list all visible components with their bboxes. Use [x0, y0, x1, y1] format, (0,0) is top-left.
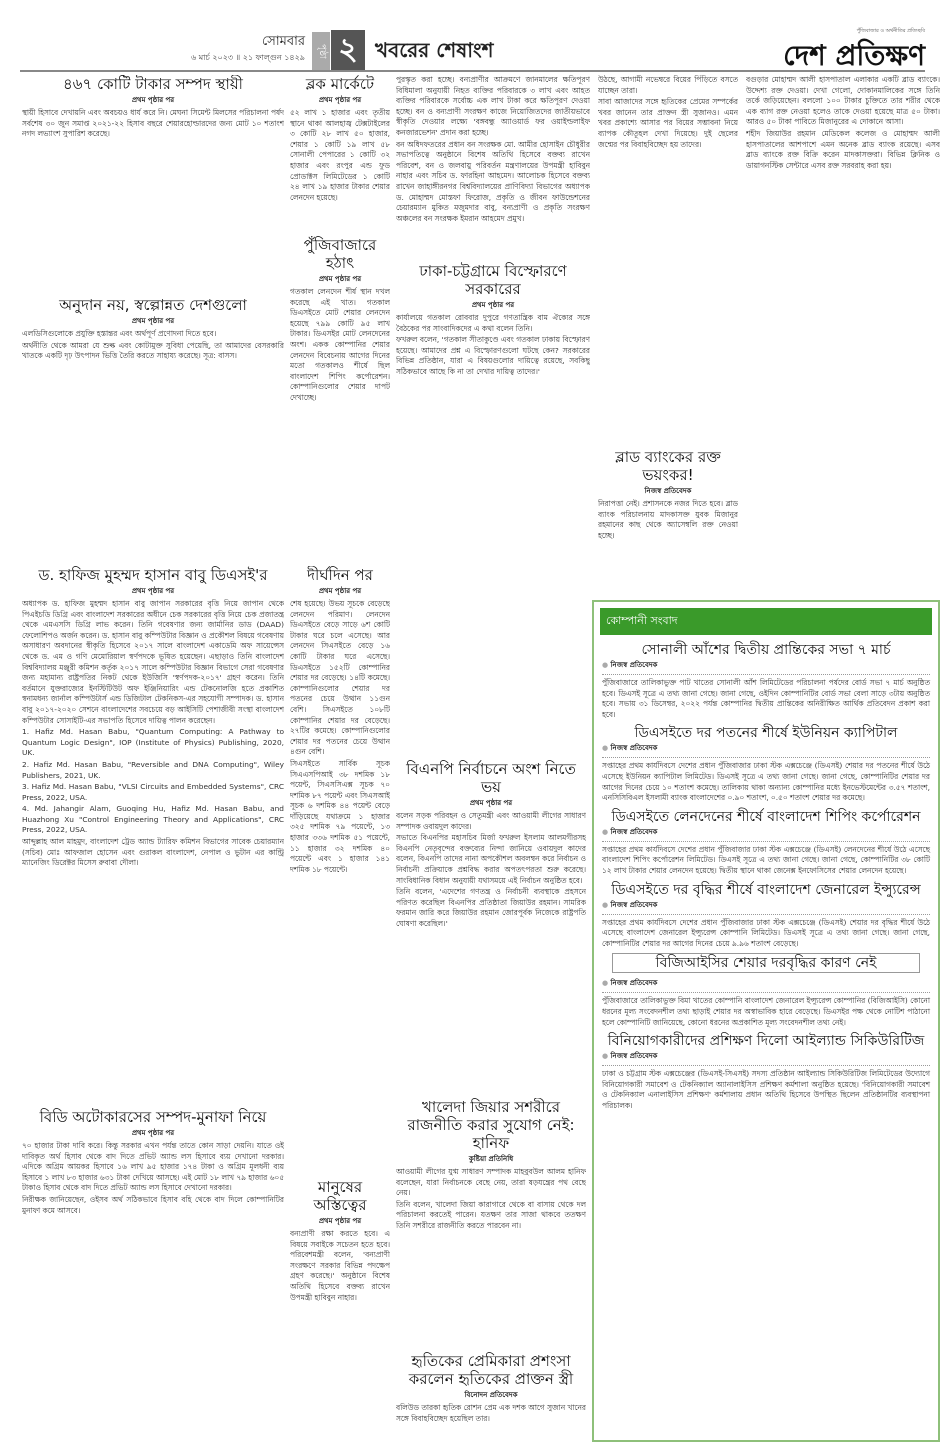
- article-paragraph: ৭০ হাজার টাকা দাবি করে। কিন্তু সরকার এখন পর্যন্ত তাতে কোন সাড়া দেয়নি। যাতে ওই দাবিকৃত অর্থ হিসাব থেকে বাদ দিতে প্রভিট অ্যান্ড লস হিসাবে ব্যয় দেখানো দরকার। এদিকে অগ্রিম আয়কর হিসাবে ১৬ লাখ ৯৫ হাজার ১৭৪ টাকা ও অগ্রিম মূলধনী ব্যয় হিসাবে ১ লাখ ৮৩ হাজার ৬৩১ টাকা দেখিয়ে আসছে। এই মোট ১৮ লাখ ৭৯ হাজার ৬০৫ টাকাও হিসাব থেকে বাদ দিতে প্রভিট অ্যান্ড লস হিসাবে দেখানো দরকার।: [22, 1141, 284, 1193]
- article-headline: মানুষের অস্তিত্বের: [313, 1178, 367, 1214]
- article-byline: প্রথম পৃষ্ঠার পর: [131, 96, 175, 104]
- article-e1: [746, 75, 940, 595]
- masthead: [20, 28, 925, 72]
- article-headline: ব্লক মার্কেটে: [305, 75, 375, 93]
- article-headline: ৪৬৭ কোটি টাকার সম্পদ স্থায়ী: [63, 75, 243, 93]
- article-paragraph: 2. Hafiz Md. Hasan Babu, "Reversible and DNA Computing", Wiley Publishers, 2021, UK.: [22, 759, 284, 780]
- company-news-item: [594, 953, 938, 1028]
- article-c0: [396, 75, 590, 261]
- company-news-box: [592, 600, 940, 1442]
- article-b2: [290, 236, 390, 566]
- news-headline: ডিএসইতে দর বৃদ্ধির শীর্ষে বাংলাদেশ জেনারেল ইন্স্যুরেন্স: [611, 881, 921, 898]
- article-paragraph: বগুড়ার মোহাম্মদ আলী হাসপাতাল এলাকার একটি ব্লাড ব্যাংকে। উদ্দেশ্য রক্ত দেওয়া। দেখা গেলো, দোকানমালিকের সঙ্গে তিনি তর্কে জড়িয়েছেন। বললো ১০০ টাকার চুক্তিতে তার শরীর থেকে এক ব্যাগ রক্ত নেওয়া হলেও তাকে দেওয়া হয়েছে মাত্র ৫০ টাকা। আরও ৫০ টাকা পাবিতে মিজানুরের এ দোকানে আসা।: [746, 75, 940, 127]
- page-label: পৃষ্ঠা: [312, 32, 330, 70]
- company-news-item: [594, 641, 938, 720]
- article-d2: [598, 448, 738, 596]
- article-paragraph: বলিউড তারকা হৃতিক রোশন প্রেম এক দশক আগে সুজান খানের সঙ্গে বিবাহবিচ্ছেদ হয়েছিল তার।: [396, 1403, 586, 1423]
- news-reporter: ● নিজস্ব প্রতিবেদক: [602, 826, 930, 842]
- article-byline: প্রথম পৃষ্ঠার পর: [318, 96, 362, 104]
- article-byline: প্রথম পৃষ্ঠার পর: [131, 587, 175, 595]
- news-body: সপ্তাহের প্রথম কার্যদিবসে দেশের প্রধান পুঁজিবাজার ঢাকা স্টক এক্সচেঞ্জে (ডিএসই) লেনদেনের শীর্ষে উঠে এসেছে বাংলাদেশ শিপিং কর্পোরেশন লিমিটেড। ডিএসই সূত্রে এ তথ্য জানা গেছে। জানা গেছে, কোম্পানিটির ৩৮ কোটি ১২ লাখ টাকার শেয়ার লেনদেন হয়েছে। দ্বিতীয় স্থানে থাকা জেনেক্স ইনফোসিসের শেয়ার লেনদেন হয়েছে।: [602, 844, 930, 875]
- article-paragraph: তিনি বলেন, 'এদেশের গণতন্ত্র ও নির্বাচনী ব্যবস্থাকে প্রহসনে পরিণত করেছিল বিএনপির প্রতিষ্ঠাতা জিয়াউর রহমান। সামরিক ফরমান জারি করে জিয়াউর রহমান জোরপূর্বক নিজেকে রাষ্ট্রপতি ঘোষণা করেছিল।': [396, 887, 586, 928]
- article-headline: ড. হাফিজ মুহম্মদ হাসান বাবু ডিএসই'র: [38, 566, 268, 584]
- article-paragraph: আওয়ামী লীগের যুগ্ম সাধারণ সম্পাদক মাহবুবউল আলম হানিফ বলেছেন, যারা নির্বাচনকে বেছে নেয়, তারা ষড়যন্ত্রের পথ বেছে নেয়।: [396, 1167, 586, 1198]
- article-headline: বিএনপি নির্বাচনে অংশ নিতে ভয়: [406, 760, 576, 796]
- news-reporter: ● নিজস্ব প্রতিবেদক: [602, 742, 930, 758]
- article-paragraph: আব্দুল্লাহ আল মাহমুদ, বাংলাদেশ ট্রেড অ্যান্ড ট্যারিফ কমিশন বিভাগের সাবেক চেয়ারম্যান (সচিব) মোঃ আফজাল হোসেন এবং গুরাকল বাংলাদেশ, নেপাল ও ভুটান এর কান্ট্রি ম্যানেজিং ডিরেক্টর মিসেস রুবাবা দৌলা।: [22, 837, 284, 868]
- article-c3: [396, 1098, 586, 1350]
- news-reporter: ● নিজস্ব প্রতিবেদক: [602, 1050, 930, 1066]
- article-paragraph: গতকাল লেনদেন শীর্ষ স্থান দখল করেছে এই খাত। গতকাল ডিএসইতে মোট শেয়ার লেনদেন হয়েছে ৭৯৯ কোটি ৯৫ লাখ টাকার। ডিএসইর মোট লেনদেনের অংশ। একক কোম্পানির শেয়ার লেনদেন বিবেচনায় আগের দিনের মতো গতকালও শীর্ষে ছিল বাংলাদেশ শিপিং কর্পোরেশন। কোম্পানিগুলোর শেয়ার দাপট দেখাচ্ছে।: [290, 287, 390, 402]
- article-paragraph: শেষ হয়েছে। উভয় সূচকে বেড়েছে লেনদেন পরিমাণ। লেনদেন ডিএসইতে বেড়ে সাড়ে ৬শ কোটি টাকার ঘরে চলে এসেছে। আর লেনদেন সিএসইতে বেড়ে ১৬ কোটি টাকার ঘরে এসেছে। ডিএসইতে ১৫২টি কোম্পানির শেয়ার দর বেড়েছে। ১৪টি কমেছে। কোম্পানিগুলোর শেয়ার দর পতনের চেয়ে উত্থান ১১গুন বেশি। সিএসইতে ১০৮টি কোম্পানির শেয়ার দর বেড়েছে। ২৭টির কমেছে। কোম্পানিগুলোর শেয়ার দর পতনের চেয়ে উত্থান ৪গুন বেশি।: [290, 599, 390, 757]
- article-byline: প্রথম পৃষ্ঠার পর: [318, 1217, 362, 1225]
- news-body: পুঁজিবাজারে তালিকাভুক্ত বিমা খাতের কোম্পানি বাংলাদেশ জেনারেল ইন্স্যুরেন্স কোম্পানির (বিজিআইসি) কোনো ধরনের মূল্য সংবেদনশীল তথ্য ছাড়াই শেয়ার দর অস্বাভাবিক হারে বেড়েছে। ডিএসইর পক্ষ থেকে নোটিশ পাঠানো হলে কোম্পানিটি জানিয়েছে, কোনো ধরনের অপ্রকাশিত মূল্য সংবেদনশীল তথ্য নেই।: [602, 996, 930, 1027]
- issue-date: ৬ মার্চ ২০২৩ ॥ ২১ ফাল্গুন ১৪২৯: [190, 53, 305, 62]
- article-a2: [22, 296, 284, 564]
- article-paragraph: তিনি বলেন, খালেদা জিয়া কারাগারে থেকে বা বাসায় থেকে দল পরিচালনা করতেই পারেন। যতক্ষণ তার সাজা থাকবে ততক্ষণ তিনি সশরীরে রাজনীতি করতে পারবেন না।: [396, 1199, 586, 1230]
- article-paragraph: কার্যালয়ে গতকাল রোববার দুপুরে গণতান্ত্রিক বাম ঐক্যের সঙ্গে বৈঠকের পর সাংবাদিকদের এ কথা বলেন তিনি।: [396, 313, 590, 333]
- article-headline: অনুদান নয়, স্বল্পোন্নত দেশগুলো: [59, 296, 247, 314]
- news-reporter: ● নিজস্ব প্রতিবেদক: [602, 659, 930, 675]
- company-news-item: [594, 881, 938, 950]
- section-title: খবরের শেষাংশ: [375, 38, 494, 62]
- news-headline: বিনিয়োগকারীদের প্রশিক্ষণ দিলো আইল্যান্ড সিকিউরিটিজ: [607, 1033, 925, 1050]
- news-body: ঢাকা ও চট্টগ্রাম স্টক এক্সচেঞ্জের (ডিএসই-সিএসই) সদস্য প্রতিষ্ঠান আইল্যান্ড সিকিউরিটিজ লিমিটেডের উদ্যোগে বিনিয়োগকারী সমাবেশ ও টেকনিক্যাল অ্যানালাইসিস প্রশিক্ষণ কর্মশালা অনুষ্ঠিত হয়েছে। 'বিনিয়োগকারী সমাবেশ ও টেকনিক্যাল এনালাইসিস প্রশিক্ষণ' কর্মশালায় প্রধান অতিথি হিসেবে উপস্থিত ছিলেন প্রতিষ্ঠানটির ব্যবস্থাপনা পরিচালক।: [602, 1069, 930, 1110]
- article-headline: ব্লাড ব্যাংকের রক্ত ভয়ংকর!: [615, 448, 721, 484]
- article-headline: দীর্ঘদিন পর: [307, 566, 373, 584]
- article-paragraph: অর্থনীতি থেকে আমরা যে শুল্ক এবং কোটামুক্ত সুবিধা পেয়েছি, তা আমাদের বেসরকারি খাতকে একটি দৃঢ় উৎপাদন ভিত্তি তৈরি করতে সাহায্য করেছে। সূত্র: বাসস।: [22, 340, 284, 361]
- article-a1: [22, 75, 284, 295]
- article-headline: পুঁজিবাজারে হঠাৎ: [303, 236, 377, 272]
- article-byline: প্রথম পৃষ্ঠার পর: [318, 275, 362, 283]
- article-byline: প্রথম পৃষ্ঠার পর: [471, 301, 515, 309]
- article-headline: বিডি অটোকারসের সম্পদ-মুনাফা নিয়ে: [39, 1108, 267, 1126]
- article-byline: প্রথম পৃষ্ঠার পর: [131, 317, 175, 325]
- article-paragraph: ফখরুল বলেন, 'গতকাল সীতাকুণ্ডে এবং গতকাল ঢাকায় বিস্ফোরণ হয়েছে। আমাদের প্রশ্ন এ বিস্ফোরণগুলো ঘটছে কেন? সরকারের বিভিন্ন প্রতিষ্ঠান, যারা এ বিষয়গুলোর দায়িত্বে রয়েছে, সবকিছু সঠিকভাবে আছে কি না তা দেখার দায়িত্ব তাদের।': [396, 335, 590, 376]
- article-headline: হৃতিকের প্রেমিকারা প্রশংসা করলেন হৃতিকের প্রাক্তন স্ত্রী: [408, 1352, 574, 1388]
- article-paragraph: সভাতে বিএনপির মহাসচিব মির্জা ফখরুল ইসলাম আলমগীরসহ বিএনপি নেতৃবৃন্দের বক্তব্যের নিন্দা জানিয়ে ওবায়দুল কাদের বলেন, বিএনপি তাদের নানা অপকৌশল অবলম্বন করে নির্বাচন ও নির্বাচনী প্রক্রিয়াকে প্রশ্নবিদ্ধ করার অপতৎপরতা শুরু করেছে। সাংবিধানিক বিধান অনুযায়ী যথাসময়ে এই নির্বাচন অনুষ্ঠিত হবে।: [396, 833, 586, 885]
- news-body: সপ্তাহের প্রথম কার্যদিবসে দেশের প্রধান পুঁজিবাজার ঢাকা স্টক এক্সচেঞ্জে (ডিএসই) শেয়ার দর পতনের শীর্ষে উঠে এসেছে ইউনিয়ন ক্যাপিটাল লিমিটেড। ডিএসই সূত্রে এ তথ্য জানা গেছে। জানা গেছে, কোম্পানিটির শেয়ার দর আগের দিনের চেয়ে ১০ শতাংশ কমেছে। তালিকায় থাকা অন্যান্য কোম্পানির মধ্যে ইনভেস্টমেন্টের ৩.৫৭ শতাংশ, এনসিসিবিএল ইসলামী ব্যাংক বাংলাদেশের ০.৯০ শতাংশ, ০.৫০ শতাংশ শেয়ার দর কমেছে।: [602, 761, 930, 803]
- article-paragraph: পুরস্কৃত করা হচ্ছে। বন্যপ্রাণীর আক্রমণে জানমালের ক্ষতিপূরণ বিধিমালা অনুযায়ী নিহত ব্যক্তির পরিবারকে ৩ লাখ এবং আহত ব্যক্তির পরিবারকে সর্বোচ্চ এক লাখ টাকা করে ক্ষতিপূরণ দেওয়া হচ্ছে। বন ও বন্যপ্রাণী সংরক্ষণ কাজে নিয়োজিতদের জাতীয়ভাবে স্বীকৃতি দেওয়ার লক্ষ্যে 'বঙ্গবন্ধু অ্যাওয়ার্ড ফর ওয়াইল্ডলাইফ কনজারভেশন' প্রদান করা হচ্ছে।: [396, 75, 590, 137]
- article-paragraph: 1. Hafiz Md. Hasan Babu, "Quantum Computing: A Pathway to Quantum Logic Design", IOP (Institute of Physics) Publishing, 2020, UK.: [22, 727, 284, 758]
- article-byline: বিনোদন প্রতিবেদক: [464, 1391, 518, 1399]
- article-paragraph: বন্যপ্রাণী রক্ষা করতে হবে। এ বিষয়ে সবাইকে সচেতন হতে হবে। পরিবেশমন্ত্রী বলেন, 'বন্যপ্রাণী সংরক্ষণে সরকার বিভিন্ন পদক্ষেপ গ্রহণ করেছে।' অনুষ্ঠানে বিশেষ অতিথি হিসেবে বক্তব্য রাখেন উপমন্ত্রী হাবিবুন নাহার।: [290, 1229, 390, 1302]
- article-a4: [22, 1108, 284, 1448]
- article-c2: [396, 760, 586, 1095]
- news-headline: বিজিআইসির শেয়ার দরবৃদ্ধির কারণ নেই: [612, 953, 920, 973]
- article-paragraph: বলেন সড়ক পরিবহন ও সেতুমন্ত্রী এবং আওয়ামী লীগের সাধারণ সম্পাদক ওবায়দুল কাদের।: [396, 811, 586, 831]
- article-d1: [598, 75, 738, 445]
- company-news-title: কোম্পানী সংবাদ: [600, 608, 932, 635]
- article-headline: ঢাকা-চট্টগ্রামে বিস্ফোরণে সরকারের: [419, 262, 567, 298]
- article-paragraph: স্থায়ী হিসাবে দেখায়নি এবং অবচয়ও ধার্য করে নি। মেঘনা সিমেন্ট মিলসের পরিচালনা পর্ষদ সর্বশেষ ৩০ জুন সমাপ্ত ২০২১-২২ হিসাব বছরে শেয়ারহোল্ডারদের জন্য মোট ১০ শতাংশ নগদ লভ্যাংশ সুপারিশ করেছে।: [22, 108, 284, 139]
- article-paragraph: নিরাপত্তা নেই। প্রশাসনকে নজর দিতে হবে। ব্লাড ব্যাংক পরিচালনায় মাদকাসক্ত যুবক মিজানুর রহমানের কাছ থেকে অ্যাসেম্বলি রক্ত নেওয়া হচ্ছে।: [598, 499, 738, 540]
- newspaper-logo: দেশ প্রতিক্ষণ: [783, 39, 925, 72]
- company-news-item: [594, 808, 938, 877]
- company-news-item: [594, 724, 938, 803]
- article-paragraph: সাবা আজাদের সঙ্গে হৃতিকের প্রেমের সম্পর্কের খবর জানেন তার প্রাক্তন স্ত্রী সুজানও। এমন খবর প্রকাশ্যে আসার পর বিয়ের সম্ভাবনা নিয়ে ব্যাপক কৌতূহল দেখা দিয়েছে। দুই ছেলের জন্মের পর বিবাহবিচ্ছেদ হয় তাদের।: [598, 97, 738, 149]
- article-byline: প্রথম পৃষ্ঠার পর: [131, 1129, 175, 1137]
- article-paragraph: 4. Md. Jahangir Alam, Guoqing Hu, Hafiz Md. Hasan Babu, and Huazhong Xu "Control Engineering Theory and Applications", CRC Press, 2022, USA.: [22, 804, 284, 835]
- article-paragraph: নিরীক্ষক জানিয়েছেন, ওইসব অর্থ সঠিকভাবে হিসাব বহি থেকে বাদ দিলে কোম্পানিটির মুনাফা কমে আসবে।: [22, 1194, 284, 1215]
- news-body: পুঁজিবাজারে তালিকাভুক্ত পাট খাতের সোনালী আঁশ লিমিটেডের পরিচালনা পর্ষদের বোর্ড সভা ৭ মার্চ অনুষ্ঠিত হবে। ডিএসই সূত্রে এ তথ্য জানা গেছে। জানা গেছে, ওইদিন কোম্পানিটির বোর্ড সভা বেলা সাড়ে ৩টায় অনুষ্ঠিত হবে। সভায় ৩১ ডিসেম্বর, ২০২২ পর্যন্ত কোম্পানির দ্বিতীয় প্রান্তিকের অনিরীক্ষিত আর্থিক প্রতিবেদন প্রকাশ করা হবে।: [602, 678, 930, 719]
- article-byline: কুষ্টিয়া প্রতিনিধি: [468, 1155, 514, 1163]
- article-paragraph: 3. Hafiz Md. Hasan Babu, "VLSI Circuits and Embedded Systems", CRC Press, 2022, USA.: [22, 782, 284, 802]
- article-b4: [290, 1178, 390, 1446]
- article-paragraph: এলডিসিগুলোকে প্রযুক্তি হস্তান্তর এবং অর্থপূর্ণ প্রণোদনা দিতে হবে।: [22, 329, 217, 338]
- article-byline: প্রথম পৃষ্ঠার পর: [318, 587, 362, 595]
- article-c1: [396, 262, 590, 757]
- news-reporter: ● নিজস্ব প্রতিবেদক: [602, 977, 930, 993]
- article-b1: [290, 75, 390, 235]
- article-paragraph: উঠছে, আগামী নভেম্বরে বিয়ের পিঁড়িতে বসতে যাচ্ছেন তারা।: [598, 75, 738, 95]
- article-byline: প্রথম পৃষ্ঠার পর: [469, 799, 513, 807]
- weekday: সোমবার: [261, 34, 305, 49]
- article-paragraph: সিএসইতে সার্বিক সূচক সিএএসপিআই ৩৮ দশমিক ১৮ পয়েন্ট, সিএসসিএক্স সূচক ৭০ দশমিক ৮৭ পয়েন্ট এবং সিএসআই সূচক ৬ দশমিক ৪৪ পয়েন্ট বেড়ে দাঁড়িয়েছে যথাক্রমে ১ হাজার ৩২৫ দশমিক ৭৯ পয়েন্টে, ১৩ হাজার ৩৩৬ দশমিক ৫১ পয়েন্টে, ১১ হাজার ৩২ দশমিক ৪০ পয়েন্টে এবং ১ হাজার ১৪১ দশমিক ১৮ পয়েন্টে।: [290, 758, 390, 874]
- news-headline: সোনালী আঁশের দ্বিতীয় প্রান্তিকের সভা ৭ মার্চ: [641, 642, 891, 658]
- logo-tagline: পুঁজিবাজার ও অর্থনীতির প্রতিচ্ছবি: [856, 28, 925, 34]
- news-headline: ডিএসইতে দর পতনের শীর্ষে ইউনিয়ন ক্যাপিটাল: [634, 725, 898, 742]
- article-paragraph: শহীদ জিয়াউর রহমান মেডিকেল কলেজ ও মোহাম্মদ আলী হাসপাতালের আশপাশে এমন অনেক ব্লাড ব্যাংক রয়েছে। এসব ব্লাড ব্যাংকে রক্ত বিক্রি করেন মাদকাসক্তরা। বিভিন্ন ক্লিনিক ও ডায়াগনস্টিক সেন্টারে এসব রক্ত সরবরাহ করা হয়।: [746, 128, 940, 170]
- page-number: ২: [331, 30, 365, 70]
- news-body: সপ্তাহের প্রথম কার্যদিবসে দেশের প্রধান পুঁজিবাজার ঢাকা স্টক এক্সচেঞ্জে (ডিএসই) শেয়ার দর বৃদ্ধির শীর্ষে উঠে এসেছে বাংলাদেশ জেনারেল ইন্স্যুরেন্স কোম্পানি লিমিটেড। ডিএসই সূত্রে এ তথ্য জানা গেছে। জানা গেছে, কোম্পানিটির শেয়ার দর আগের দিনের চেয়ে ৯.৯৬ শতাংশ বেড়েছে।: [602, 917, 930, 948]
- article-a3: [22, 566, 284, 1106]
- article-paragraph: অধ্যাপক ড. হাফিজ মুহম্মদ হাসান বাবু জাপান সরকারের বৃত্তি নিয়ে জাপান থেকে পিএইচডি ডিগ্রি এবং বাংলাদেশ সরকারের অধীনে চেক সরকারের বৃত্তি নিয়ে চেক প্রজাতন্ত্র থেকে এমএসসি ডিগ্রি লাভ করেন। তিনি গবেষণার জন্য জার্মানির ডাড (DAAD) ফেলোশিপও অর্জন করেন। ড. হাসান বাবু কম্পিউটার বিজ্ঞান ও প্রকৌশল বিষয়ে গবেষণায় অসাধারণ অবদানের স্বীকৃতি হিসেবে ২০১৭ সালে বাংলাদেশ একাডেমি অফ সায়েন্সেস থেকে ড. এম ও গণি মেমোরিয়াল স্বর্ণপদকে ভূষিত হয়েছেন। এছাড়াও তিনি বাংলাদেশ বিশ্ববিদ্যালয় মঞ্জুরী কমিশন কর্তৃক ২০১৭ সালে কম্পিউটার বিজ্ঞান বিভাগে সেরা গবেষণার জন্য মহামান্য রাষ্ট্রপতির নিকট থেকে ইউজিসি 'স্বর্ণপদক-২০১৭' গ্রহণ করেন। তিনি বর্তমানে যুক্তরাজ্যের ইনস্টিটিউট অফ ইঞ্জিনিয়ারিং এন্ড টেকনোলজি হতে প্রকাশিত স্বনামধন্য জার্নাল কম্পিউটার্স এন্ড ডিজিটাল টেকনিকস-এর সহযোগী সম্পাদক। ড. হাসান বাবু ২০১৭-২০২০ সেশনে বাংলাদেশের সবচেয়ে বড় আইসিটি পেশাজীবী সংস্থা বাংলাদেশ কম্পিউটার সোসাইটি-এর সভাপতি হিসেবে দায়িত্ব পালন করেছেন।: [22, 599, 284, 725]
- article-b3: [290, 566, 390, 1176]
- article-paragraph: বন অধিদফতরের প্রধান বন সংরক্ষক মো. আমীর হোসাইন চৌধুরীর সভাপতিত্বে অনুষ্ঠানে বিশেষ অতিথি হিসেবে বক্তব্য রাখেন পরিবেশ, বন ও জলবায়ু পরিবর্তন মন্ত্রণালয়ের উপমন্ত্রী হাবিবুন নাহার এবং সচিব ড. ফারহিনা আহমেদ। আলোচক হিসেবে বক্তব্য রাখেন জাহাঙ্গীরনগর বিশ্ববিদ্যালয়ের প্রাণিবিদ্যা বিভাগের অধ্যাপক ড. মোহাম্মদ মোস্তফা ফিরোজ, প্রকৃতি ও জীবন ফাউন্ডেশনের চেয়ারম্যান মুকিত মজুমদার বাবু, বন্যপ্রাণী ও প্রকৃতি সংরক্ষণ অঞ্চলের বন সংরক্ষক ইমরান আহমেদ প্রমুখ।: [396, 139, 590, 223]
- news-headline: ডিএসইতে লেনদেনের শীর্ষে বাংলাদেশ শিপিং কর্পোরেশন: [611, 808, 921, 825]
- article-headline: খালেদা জিয়ার সশরীরে রাজনীতি করার সুযোগ নেই: হানিফ: [407, 1098, 575, 1152]
- article-paragraph: ৫২ লাখ ১ হাজার এবং তৃতীয় স্থানে থাকা আলহাজ্ব টেক্সটাইলের ৩ কোটি ২৮ লাখ ৫০ হাজার, শেয়ার ১ কোটি ১৯ লাখ ৫৮ সোনালী পেপারের ১ কোটি ৩২ হাজার এবং রংপুর এন্ড ফুড প্রোডাক্টস লিমিটেডের ১ কোটি ২৪ লাখ ১৯ হাজার টাকার শেয়ার লেনদেন হয়েছে।: [290, 108, 390, 202]
- article-c4: [396, 1352, 586, 1446]
- news-reporter: ● নিজস্ব প্রতিবেদক: [602, 899, 930, 915]
- article-byline: নিজস্ব প্রতিবেদক: [644, 487, 692, 495]
- company-news-item: [594, 1032, 938, 1111]
